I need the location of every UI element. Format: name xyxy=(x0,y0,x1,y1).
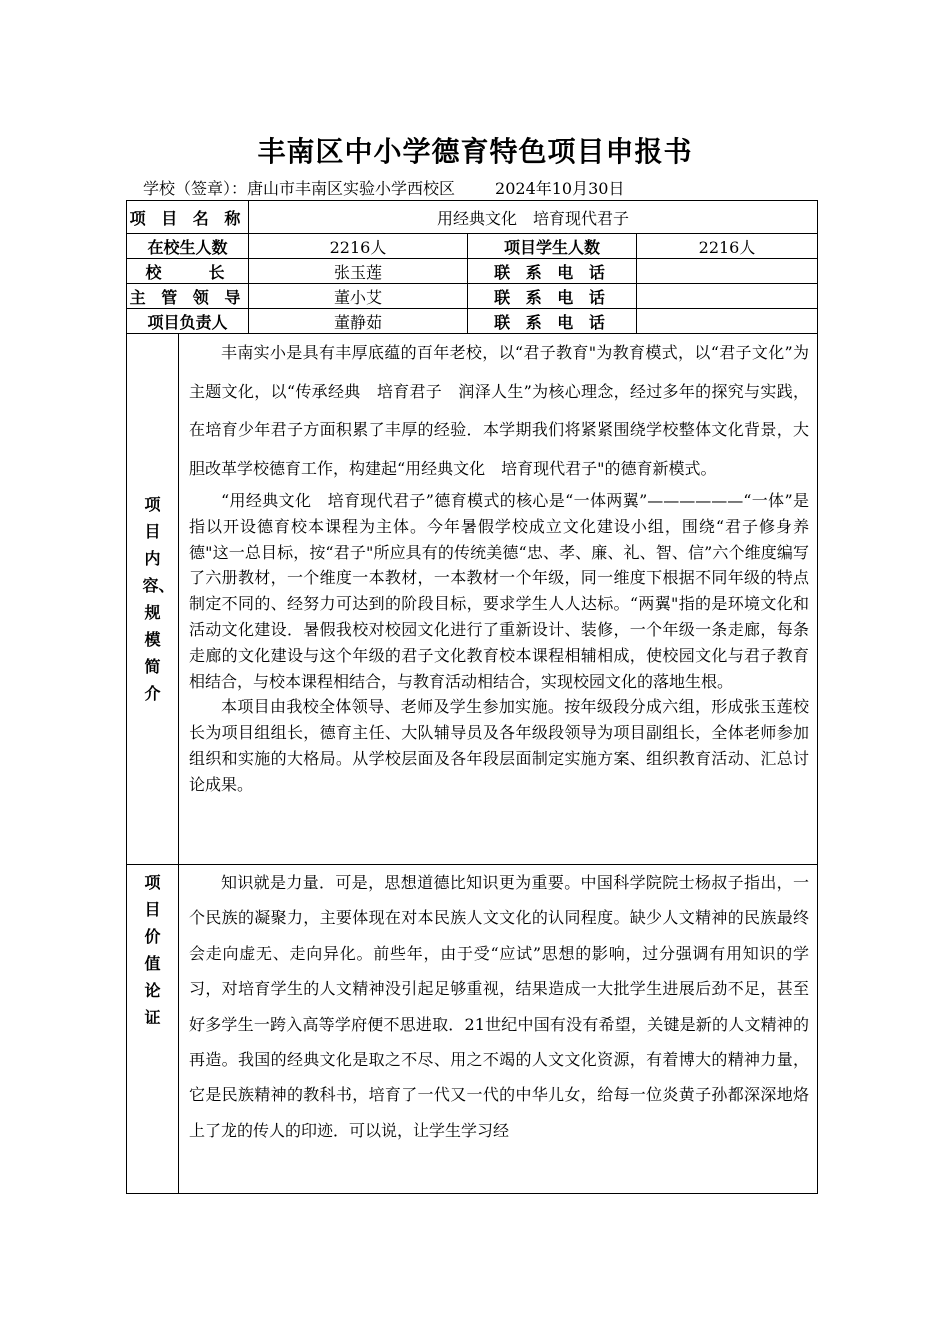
row-principal xyxy=(127,259,818,284)
content-section-label-cell xyxy=(127,334,179,865)
leader-phone-label: 联 系 电 话 xyxy=(468,284,637,309)
content-section-label: 项目内容、规模简介 xyxy=(142,495,175,703)
row-project-head xyxy=(127,309,818,334)
row-project-value xyxy=(127,865,818,1194)
content-paragraph-3: 本项目由我校全体领导、老师及学生参加实施。按年级段分成六组，形成张玉莲校长为项目组组长，德育主任、大队辅导员及各年级段领导为项目副组长，全体老师参加组织和实施的大格局。从学校层面及各年段层面制定实施方案、组织教育活动、汇总讨论成果。 xyxy=(189,697,810,794)
leader-label: 主 管 领 导 xyxy=(127,284,249,309)
principal-label: 校 长 xyxy=(127,259,249,284)
row-leader xyxy=(127,284,818,309)
school-line xyxy=(143,176,624,199)
project-students-label: 项目学生人数 xyxy=(468,234,637,259)
leader-phone-value xyxy=(637,284,818,309)
row-project-content xyxy=(127,334,818,865)
principal-phone-label: 联 系 电 话 xyxy=(468,259,637,284)
document-title: 丰南区中小学德育特色项目申报书 xyxy=(257,135,693,168)
project-head-phone-value xyxy=(637,309,818,334)
value-section-label-cell xyxy=(127,865,179,1194)
value-section-label: 项目价值论证 xyxy=(144,873,161,1027)
project-head-value: 董静茹 xyxy=(249,309,468,334)
principal-value: 张玉莲 xyxy=(249,259,468,284)
project-head-label: 项目负责人 xyxy=(127,309,249,334)
row-project-name xyxy=(127,201,818,234)
school-label: 学校（签章）： xyxy=(143,179,248,198)
content-paragraph-2: “用经典文化 培育现代君子”德育模式的核心是“一体两翼”——————“一体”是指以开设德育校本课程为主体。今年暑假学校成立文化建设小组，围绕“君子修身养德"这一总目标，按“君子"所应具有的传统美德“忠、孝、廉、礼、智、信”六个维度编写了六册教材，一个维度一本教材，一本教材一个年级，同一维度下根据不同年级的特点制定不同的、经努力可达到的阶段目标，要求学生人人达标。“两翼"指的是环境文化和活动文化建设．暑假我校对校园文化进行了重新设计、装修，一个年级一条走廊，每条走廊的文化建设与这个年级的君子文化教育校本课程相辅相成，使校园文化与君子教育相结合，与校本课程相结合，与教育活动相结合，实现校园文化的落地生根。 xyxy=(189,491,810,691)
content-paragraph-1: 丰南实小是具有丰厚底蕴的百年老校，以“君子教育"为教育模式，以“君子文化”为主题文化，以“传承经典 培育君子 润泽人生”为核心理念，经过多年的探究与实践，在培育少年君子方面积累了丰厚的经验．本学期我们将紧紧围绕学校整体文化背景，大胆改革学校德育工作，构建起“用经典文化 培育现代君子"的德育新模式。 xyxy=(189,343,810,478)
students-value: 2216人 xyxy=(249,234,468,259)
leader-value: 董小艾 xyxy=(249,284,468,309)
project-head-phone-label: 联 系 电 话 xyxy=(468,309,637,334)
row-students xyxy=(127,234,818,259)
application-form-table xyxy=(126,200,818,1194)
project-name-value: 用经典文化 培育现代君子 xyxy=(249,201,818,234)
value-paragraph-1: 知识就是力量．可是，思想道德比知识更为重要。中国科学院院士杨叔子指出，一个民族的凝聚力，主要体现在对本民族人文文化的认同程度。缺少人文精神的民族最终会走向虚无、走向异化。前些年，由于受“应试”思想的影响，过分强调有用知识的学习，对培育学生的人文精神没引起足够重视，结果造成一大批学生进展后劲不足，甚至好多学生一跨入高等学府便不思进取．21世纪中国有没有希望，关键是新的人文精神的再造。我国的经典文化是取之不尽、用之不竭的人文文化资源，有着博大的精神力量，它是民族精神的教科书，培育了一代又一代的中华儿女，给每一位炎黄子孙都深深地烙上了龙的传人的印迹．可以说，让学生学习经 xyxy=(189,873,810,1140)
value-section-body xyxy=(179,865,818,1194)
students-label: 在校生人数 xyxy=(127,234,249,259)
application-date: 2024年10月30日 xyxy=(495,179,625,198)
principal-phone-value xyxy=(637,259,818,284)
project-students-value: 2216人 xyxy=(637,234,818,259)
content-section-body xyxy=(179,334,818,865)
school-name: 唐山市丰南区实验小学西校区 xyxy=(247,179,456,198)
project-name-label: 项 目 名 称 xyxy=(127,201,249,234)
